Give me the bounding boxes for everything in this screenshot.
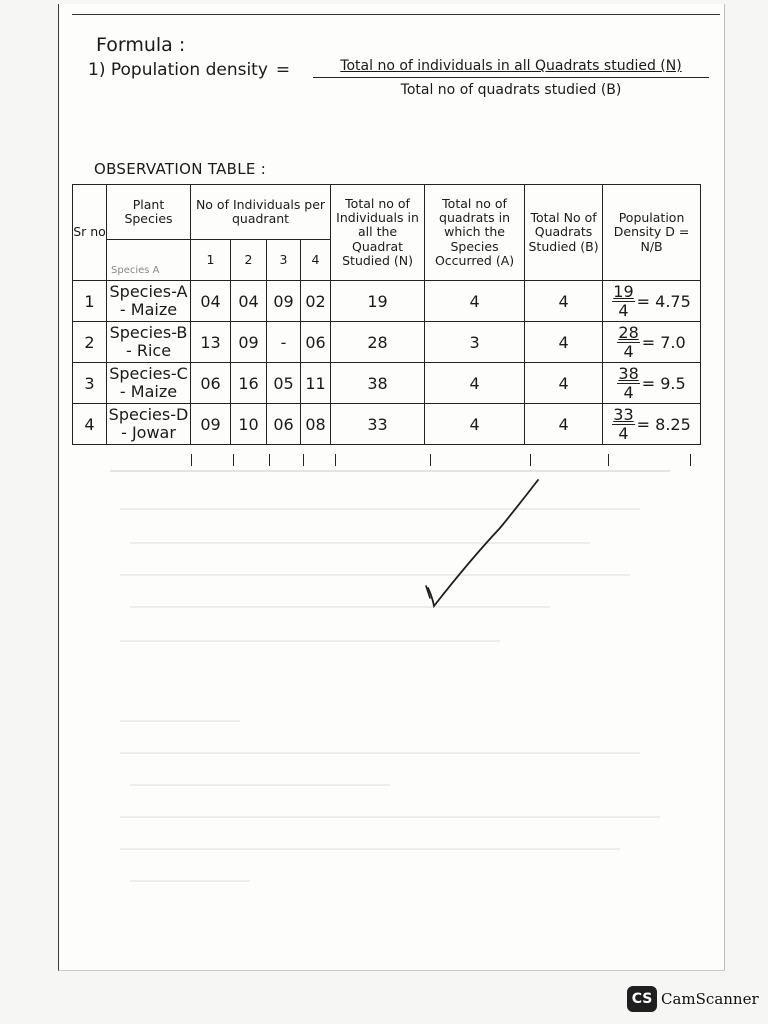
cell-q3: 05	[267, 363, 301, 404]
header-quadrats-studied: Total No of Quadrats Studied (B)	[525, 185, 603, 281]
cell-plant: Species-B - Rice	[107, 322, 191, 363]
header-quadrant-1: 1	[191, 240, 231, 281]
density-numerator: 33	[613, 404, 634, 424]
camscanner-watermark: CamScanner	[661, 990, 759, 1008]
cell-q3: 06	[267, 404, 301, 445]
header-species-note: Species A	[107, 240, 191, 281]
density-value: = 4.75	[636, 291, 691, 311]
header-sr-no: Sr no	[73, 185, 107, 281]
density-denominator: 4	[618, 423, 629, 443]
density-value: = 7.0	[641, 332, 686, 352]
header-quadrant-3: 3	[267, 240, 301, 281]
density-denominator: 4	[623, 341, 634, 361]
cell-total-n: 28	[331, 322, 425, 363]
cell-q3: -	[267, 322, 301, 363]
density-numerator: 19	[613, 281, 634, 301]
header-quadrats-occurred: Total no of quadrats in which the Species Occurred (A)	[425, 185, 525, 281]
header-quadrant-4: 4	[301, 240, 331, 281]
cell-q4: 06	[301, 322, 331, 363]
formula-label: 1) Population density	[88, 60, 268, 80]
cell-total-n: 19	[331, 281, 425, 322]
cell-q1: 09	[191, 404, 231, 445]
camscanner-logo-icon: CS	[627, 986, 657, 1012]
cell-q1: 06	[191, 363, 231, 404]
density-denominator: 4	[618, 300, 629, 320]
density-numerator: 28	[618, 322, 639, 342]
cell-sr: 1	[73, 281, 107, 322]
cell-total-a: 4	[425, 404, 525, 445]
cell-q2: 09	[231, 322, 267, 363]
cell-sr: 2	[73, 322, 107, 363]
cell-q2: 04	[231, 281, 267, 322]
cell-total-a: 4	[425, 363, 525, 404]
observation-table-title: OBSERVATION TABLE :	[94, 160, 267, 178]
formula-equals: =	[275, 60, 291, 80]
cell-plant: Species-D - Jowar	[107, 404, 191, 445]
cell-total-a: 3	[425, 322, 525, 363]
cell-plant: Species-A - Maize	[107, 281, 191, 322]
header-total-individuals: Total no of Individuals in all the Quadrat Studied (N)	[331, 185, 425, 281]
header-population-density: Population Density D = N/B	[603, 185, 701, 281]
cell-total-b: 4	[525, 322, 603, 363]
formula-denominator: Total no of quadrats studied (B)	[400, 82, 622, 98]
cell-total-n: 33	[331, 404, 425, 445]
header-individuals: No of Individuals per quadrant	[191, 185, 331, 240]
cell-sr: 3	[73, 363, 107, 404]
cell-q4: 11	[301, 363, 331, 404]
header-quadrant-2: 2	[231, 240, 267, 281]
cell-q3: 09	[267, 281, 301, 322]
cell-q2: 16	[231, 363, 267, 404]
density-numerator: 38	[618, 363, 639, 383]
cell-q1: 04	[191, 281, 231, 322]
cell-q4: 02	[301, 281, 331, 322]
cell-total-n: 38	[331, 363, 425, 404]
formula-heading: Formula :	[96, 34, 186, 56]
cell-sr: 4	[73, 404, 107, 445]
cell-total-b: 4	[525, 281, 603, 322]
cell-plant: Species-C - Maize	[107, 363, 191, 404]
cell-total-b: 4	[525, 404, 603, 445]
cell-q1: 13	[191, 322, 231, 363]
cell-q2: 10	[231, 404, 267, 445]
density-value: = 8.25	[636, 414, 691, 434]
cell-total-a: 4	[425, 281, 525, 322]
formula-numerator: Total no of individuals in all Quadrats studied (N)	[313, 58, 709, 78]
cell-total-b: 4	[525, 363, 603, 404]
header-plant-species: Plant Species	[107, 185, 191, 240]
density-denominator: 4	[623, 382, 634, 402]
cell-q4: 08	[301, 404, 331, 445]
density-value: = 9.5	[641, 373, 686, 393]
